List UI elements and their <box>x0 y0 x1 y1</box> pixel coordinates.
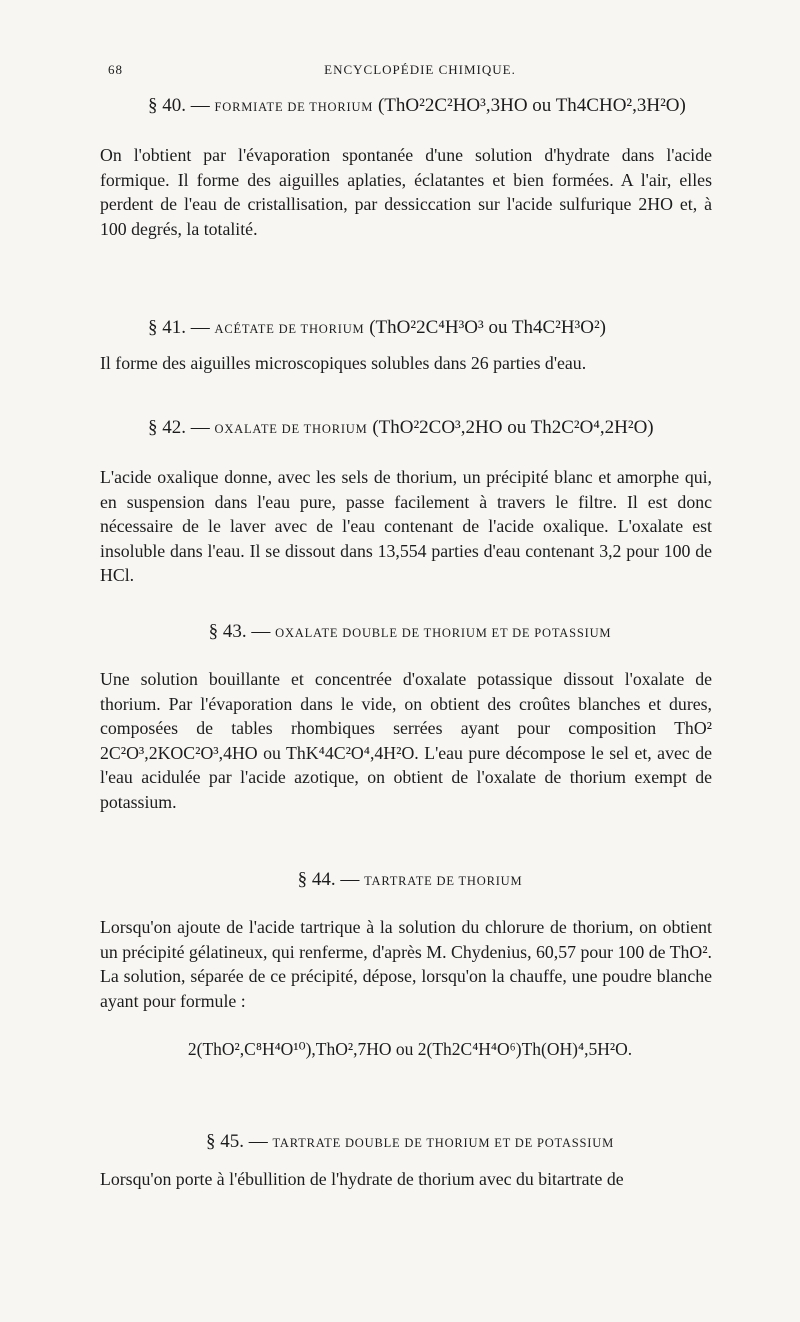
page-header <box>100 62 740 84</box>
section-heading: § 40. — FORMIATE DE THORIUM (ThO²2C²HO³,3HO ou Th4CHO²,3H²O) <box>148 95 686 116</box>
section-43 <box>100 620 780 815</box>
section-number: § 42. <box>148 417 186 438</box>
section-text: Lorsqu'on ajoute de l'acide tartrique à la solution du chlorure de thorium, on obtient un précipité gélatineux, qui renferme, d'après M. Chydenius, 60,57 pour 100 de ThO². La solution, séparée de ce précipité, dépose, lorsqu'on la chauffe, une poudre blanche ayant pour formule : <box>100 917 712 1011</box>
section-number: § 41. <box>148 317 186 338</box>
running-title: ENCYCLOPÉDIE CHIMIQUE. <box>324 62 516 77</box>
section-name: TARTRATE DE THORIUM <box>364 874 523 888</box>
section-41 <box>100 316 780 376</box>
section-45 <box>100 1130 780 1192</box>
section-name: ACÉTATE DE THORIUM <box>214 322 365 336</box>
section-heading: § 45. — TARTRATE DOUBLE DE THORIUM ET DE POTASSIUM <box>206 1131 614 1152</box>
section-formula: (ThO²2C²HO³,3HO ou Th4CHO²,3H²O) <box>377 95 686 116</box>
section-name: OXALATE DOUBLE DE THORIUM ET DE POTASSIUM <box>275 626 612 640</box>
section-name: OXALATE DE THORIUM <box>214 422 368 436</box>
section-text: Une solution bouillante et concentrée d'oxalate potassique dissout l'oxalate de thorium. Par l'évaporation dans le vide, on obtient des croûtes blanches et dures, composées de tables rhombiques serrées ayant pour composition ThO² 2C²O³,2KOC²O³,4HO ou ThK⁴4C²O⁴,4H²O. L'eau pure décompose le sel et, avec de l'eau acidulée par l'acide azotique, on obtient de l'oxalate de thorium exempt de potassium. <box>100 669 712 812</box>
section-text: Lorsqu'on porte à l'ébullition de l'hydrate de thorium avec du bitartrate de <box>100 1169 624 1189</box>
section-number: § 40. <box>148 95 186 116</box>
section-name: FORMIATE DE THORIUM <box>214 100 374 114</box>
page-number: 68 <box>108 62 123 77</box>
section-text: L'acide oxalique donne, avec les sels de thorium, un précipité blanc et amorphe qui, en suspension dans l'eau pure, passe facilement à travers le filtre. Il est donc nécessaire de le laver avec de l'eau contenant de l'acide oxalique. L'oxalate est insoluble dans l'eau. Il se dissout dans 13,554 parties d'eau contenant 3,2 pour 100 de HCl. <box>100 467 712 586</box>
section-heading: § 41. — ACÉTATE DE THORIUM (ThO²2C⁴H³O³ ou Th4C²H³O²) <box>148 317 606 338</box>
section-42 <box>100 416 780 588</box>
section-name: TARTRATE DOUBLE DE THORIUM ET DE POTASSIUM <box>272 1136 614 1150</box>
section-formula: (ThO²2C⁴H³O³ ou Th4C²H³O²) <box>369 317 606 338</box>
display-formula: 2(ThO²,C⁸H⁴O¹⁰),ThO²,7HO ou 2(Th2C⁴H⁴O⁶)Th(OH)⁴,5H²O. <box>187 1039 633 1060</box>
section-40 <box>100 94 780 241</box>
section-44 <box>100 868 780 1061</box>
section-heading: § 43. — OXALATE DOUBLE DE THORIUM ET DE POTASSIUM <box>208 621 612 642</box>
section-number: § 43. <box>208 621 247 642</box>
section-formula: (ThO²2CO³,2HO ou Th2C²O⁴,2H²O) <box>372 417 654 438</box>
section-number: § 45. <box>206 1131 244 1152</box>
section-heading: § 44. — TARTRATE DE THORIUM <box>297 869 523 890</box>
section-number: § 44. <box>297 869 336 890</box>
section-text: On l'obtient par l'évaporation spontanée d'une solution d'hydrate dans l'acide formique. Il forme des aiguilles aplaties, éclatantes et bien formées. A l'air, elles perdent de l'eau de cristallisation, par dessiccation sur l'acide sulfurique 2HO et, à 100 degrés, la totalité. <box>100 145 712 239</box>
section-heading: § 42. — OXALATE DE THORIUM (ThO²2CO³,2HO ou Th2C²O⁴,2H²O) <box>148 417 654 438</box>
section-text: Il forme des aiguilles microscopiques solubles dans 26 parties d'eau. <box>100 353 587 373</box>
